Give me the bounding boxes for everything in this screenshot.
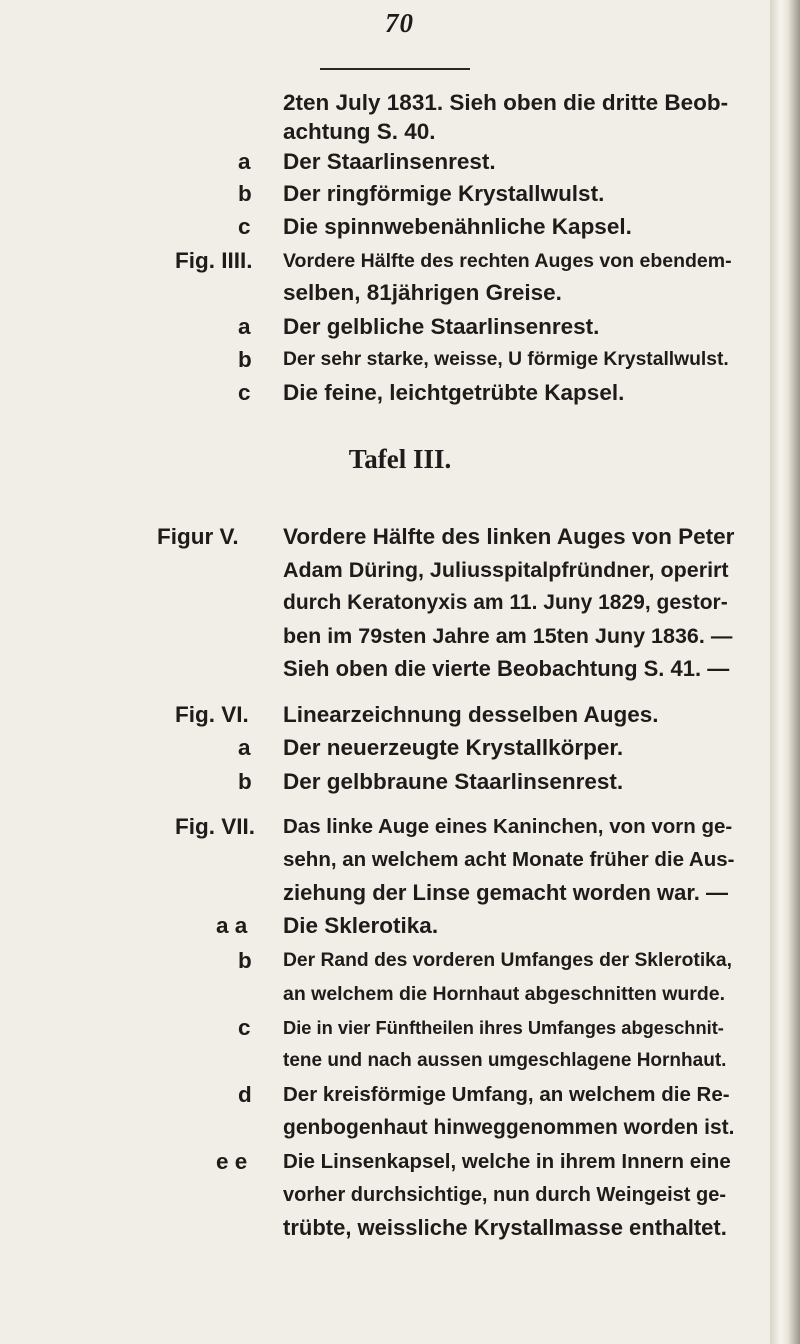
entry-line: [0, 621, 770, 653]
entry-label: a a: [216, 913, 248, 938]
entry-label: b: [238, 181, 252, 206]
entry-line: [0, 212, 770, 244]
entry-text: ziehung der Linse gemacht worden war. —: [283, 880, 728, 905]
entry-line: [0, 654, 770, 686]
entry-line: [0, 1080, 770, 1112]
entry-label: a: [238, 314, 251, 339]
entry-line: [0, 88, 770, 120]
entry-text: sehn, an welchem acht Monate früher die Aus-: [283, 848, 735, 871]
entry-text: selben, 81jährigen Greise.: [283, 280, 562, 305]
entry-line: [0, 812, 770, 844]
entry-line: [0, 278, 770, 310]
entry-line: [0, 946, 770, 978]
entry-line: [0, 1213, 770, 1245]
page-number: 70: [385, 8, 414, 38]
entry-line: [0, 522, 770, 554]
entry-line: [0, 555, 770, 587]
page-edge-shadow: [770, 0, 800, 1344]
entry-text: durch Keratonyxis am 11. Juny 1829, gestor-: [283, 591, 728, 614]
entry-text: Der gelbliche Staarlinsenrest.: [283, 314, 600, 339]
entry-line: [0, 767, 770, 799]
entry-line: [0, 147, 770, 179]
entry-text: Der gelbbraune Staarlinsenrest.: [283, 769, 624, 794]
entry-line: [0, 588, 770, 620]
entry-text: genbogenhaut hinweggenommen worden ist.: [283, 1116, 735, 1139]
entry-line: [0, 878, 770, 910]
entry-label: c: [238, 214, 251, 239]
header-rule: [320, 68, 470, 70]
entry-line: [0, 845, 770, 877]
entry-text: tene und nach aussen umgeschlagene Hornhaut.: [283, 1050, 727, 1071]
entry-label: d: [238, 1082, 252, 1107]
entry-label: e e: [216, 1149, 248, 1174]
entry-text: Die Sklerotika.: [283, 913, 439, 938]
entry-line: [0, 179, 770, 211]
entry-text: Die Linsenkapsel, welche in ihrem Innern eine: [283, 1150, 731, 1173]
entry-text: Der Rand des vorderen Umfanges der Sklerotika,: [283, 950, 732, 971]
entry-line: [0, 1180, 770, 1212]
entry-line: [0, 700, 770, 732]
entry-line: [0, 1013, 770, 1045]
entry-text: Sieh oben die vierte Beobachtung S. 41. —: [283, 656, 730, 681]
entry-text: Vordere Hälfte des linken Auges von Peter: [283, 524, 735, 549]
entry-text: Der kreisförmige Umfang, an welchem die Re-: [283, 1083, 730, 1106]
entry-label: Figur V.: [157, 524, 239, 549]
entry-text: Die in vier Fünftheilen ihres Umfanges abgeschnit-: [283, 1017, 724, 1038]
entry-line: [0, 378, 770, 410]
entry-text: Der Staarlinsenrest.: [283, 149, 496, 174]
entry-text: an welchem die Hornhaut abgeschnitten wurde.: [283, 983, 726, 1005]
entry-line: [0, 1113, 770, 1145]
entry-text: trübte, weissliche Krystallmasse enthaltet.: [283, 1215, 727, 1240]
entry-label: a: [238, 149, 251, 174]
entry-text: Die feine, leichtgetrübte Kapsel.: [283, 380, 625, 405]
entry-text: Der ringförmige Krystallwulst.: [283, 181, 605, 206]
entry-line: [0, 117, 770, 149]
entry-text: ben im 79sten Jahre am 15ten Juny 1836. —: [283, 624, 733, 648]
section-title: Tafel III.: [348, 444, 452, 474]
entry-line: [0, 733, 770, 765]
entry-label: c: [238, 1015, 251, 1040]
entry-text: Die spinnwebenähnliche Kapsel.: [283, 214, 632, 239]
entry-label: Fig. VI.: [175, 702, 249, 727]
entry-text: vorher durchsichtige, nun durch Weingeist ge-: [283, 1184, 727, 1206]
entry-line: [0, 345, 770, 377]
entry-text: Vordere Hälfte des rechten Auges von ebendem-: [283, 250, 732, 272]
entry-label: Fig. IIII.: [175, 248, 253, 273]
entry-text: Adam Düring, Juliusspitalpfründner, operirt: [283, 558, 729, 582]
entry-text: achtung S. 40.: [283, 119, 436, 144]
entry-label: Fig. VII.: [175, 814, 256, 839]
entry-label: b: [238, 948, 252, 973]
entry-line: [0, 1046, 770, 1078]
entry-line: [0, 246, 770, 278]
entry-text: Der neuerzeugte Krystallkörper.: [283, 735, 624, 760]
entry-text: Linearzeichnung desselben Auges.: [283, 702, 659, 727]
entry-line: [0, 911, 770, 943]
entry-line: [0, 312, 770, 344]
entry-text: 2ten July 1831. Sieh oben die dritte Beob-: [283, 90, 729, 115]
entry-label: b: [238, 347, 252, 372]
entry-line: [0, 979, 770, 1011]
entry-text: Der sehr starke, weisse, U förmige Krystallwulst.: [283, 349, 729, 370]
entry-label: c: [238, 380, 251, 405]
entry-line: [0, 1147, 770, 1179]
entry-text: Das linke Auge eines Kaninchen, von vorn ge-: [283, 815, 733, 838]
entry-label: a: [238, 735, 251, 760]
entry-label: b: [238, 769, 252, 794]
